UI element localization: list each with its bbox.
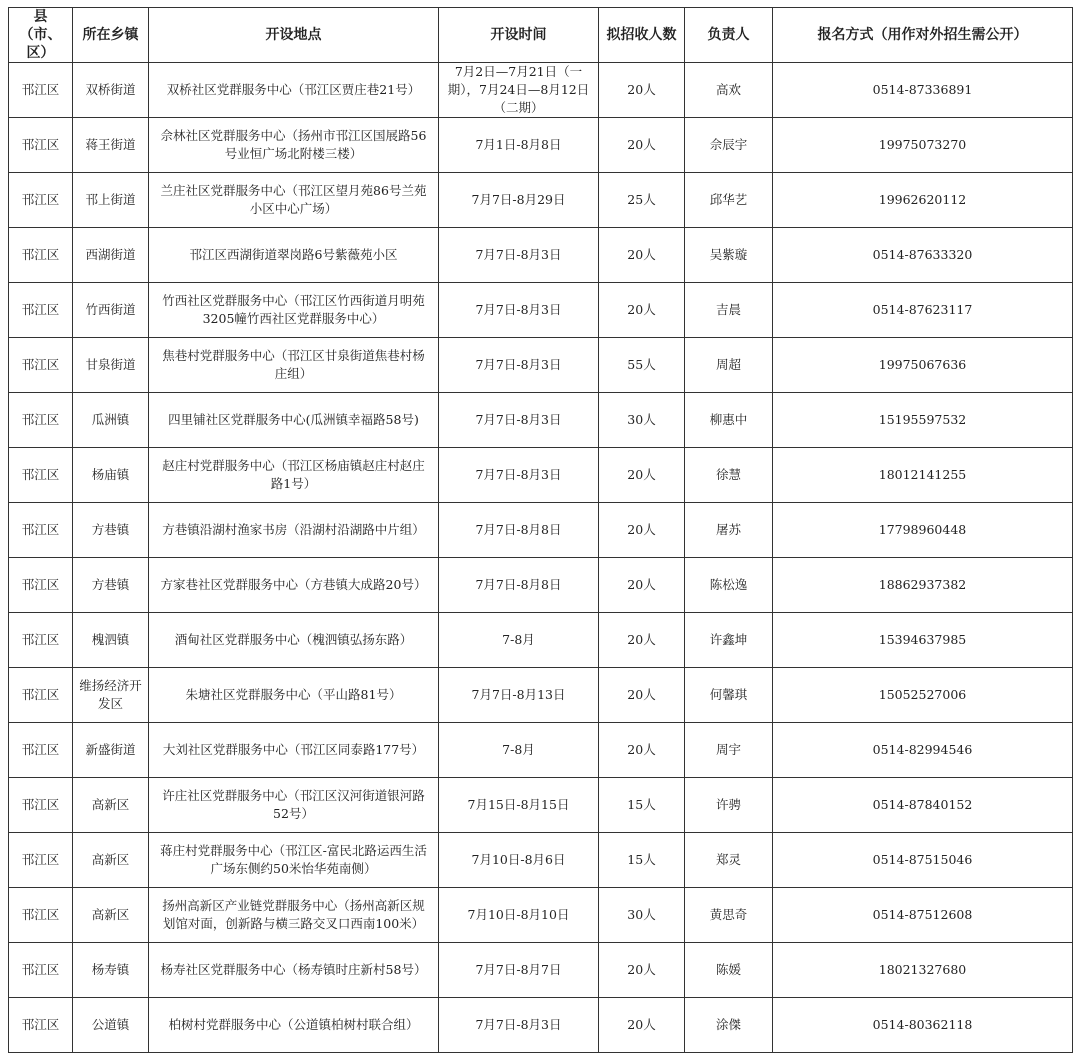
town-cell: 新盛街道	[73, 723, 149, 778]
quota-cell: 20人	[599, 668, 685, 723]
town-cell: 方巷镇	[73, 558, 149, 613]
place-cell: 蒋庄村党群服务中心（邗江区-富民北路运西生活广场东侧约50米怡华苑南侧）	[149, 833, 439, 888]
town-cell: 甘泉街道	[73, 338, 149, 393]
time-cell: 7月10日-8月10日	[439, 888, 599, 943]
table-row	[9, 118, 1073, 173]
county-cell: 邗江区	[9, 613, 73, 668]
signup-cell: 19975067636	[773, 338, 1073, 393]
quota-cell: 15人	[599, 778, 685, 833]
contact-cell: 柳惠中	[685, 393, 773, 448]
place-cell: 赵庄村党群服务中心（邗江区杨庙镇赵庄村赵庄路1号）	[149, 448, 439, 503]
quota-cell: 20人	[599, 558, 685, 613]
quota-cell: 20人	[599, 118, 685, 173]
signup-cell: 0514-87512608	[773, 888, 1073, 943]
contact-cell: 周宇	[685, 723, 773, 778]
time-cell: 7月10日-8月6日	[439, 833, 599, 888]
county-cell: 邗江区	[9, 393, 73, 448]
table-row	[9, 503, 1073, 558]
quota-cell: 20人	[599, 998, 685, 1053]
town-cell: 高新区	[73, 888, 149, 943]
time-cell: 7月7日-8月3日	[439, 338, 599, 393]
contact-cell: 周超	[685, 338, 773, 393]
county-cell: 邗江区	[9, 943, 73, 998]
quota-cell: 20人	[599, 943, 685, 998]
town-cell: 维扬经济开发区	[73, 668, 149, 723]
contact-cell: 吴紫璇	[685, 228, 773, 283]
county-cell: 邗江区	[9, 723, 73, 778]
county-cell: 邗江区	[9, 338, 73, 393]
signup-cell: 18862937382	[773, 558, 1073, 613]
header-contact: 负责人	[685, 8, 773, 63]
contact-cell: 陈松逸	[685, 558, 773, 613]
table-row	[9, 723, 1073, 778]
place-cell: 扬州高新区产业链党群服务中心（扬州高新区规划馆对面，创新路与横三路交叉口西南100米）	[149, 888, 439, 943]
table-row	[9, 448, 1073, 503]
signup-cell: 15052527006	[773, 668, 1073, 723]
town-cell: 双桥街道	[73, 63, 149, 118]
time-cell: 7月7日-8月29日	[439, 173, 599, 228]
table-row	[9, 833, 1073, 888]
place-cell: 杨寿社区党群服务中心（杨寿镇时庄新村58号）	[149, 943, 439, 998]
county-cell: 邗江区	[9, 558, 73, 613]
town-cell: 邗上街道	[73, 173, 149, 228]
county-cell: 邗江区	[9, 118, 73, 173]
signup-cell: 0514-87840152	[773, 778, 1073, 833]
town-cell: 西湖街道	[73, 228, 149, 283]
time-cell: 7月7日-8月3日	[439, 283, 599, 338]
signup-cell: 18021327680	[773, 943, 1073, 998]
place-cell: 兰庄社区党群服务中心（邗江区望月苑86号兰苑小区中心广场）	[149, 173, 439, 228]
contact-cell: 高欢	[685, 63, 773, 118]
town-cell: 高新区	[73, 778, 149, 833]
time-cell: 7月7日-8月8日	[439, 503, 599, 558]
signup-cell: 17798960448	[773, 503, 1073, 558]
place-cell: 方家巷社区党群服务中心（方巷镇大成路20号）	[149, 558, 439, 613]
quota-cell: 20人	[599, 723, 685, 778]
county-cell: 邗江区	[9, 448, 73, 503]
table-row	[9, 998, 1073, 1053]
signup-cell: 0514-82994546	[773, 723, 1073, 778]
quota-cell: 20人	[599, 63, 685, 118]
town-cell: 方巷镇	[73, 503, 149, 558]
quota-cell: 20人	[599, 503, 685, 558]
header-time: 开设时间	[439, 8, 599, 63]
time-cell: 7月7日-8月3日	[439, 393, 599, 448]
quota-cell: 30人	[599, 888, 685, 943]
county-cell: 邗江区	[9, 228, 73, 283]
table-row	[9, 338, 1073, 393]
town-cell: 槐泗镇	[73, 613, 149, 668]
table-row	[9, 173, 1073, 228]
time-cell: 7月7日-8月3日	[439, 448, 599, 503]
signup-cell: 19962620112	[773, 173, 1073, 228]
table-row	[9, 63, 1073, 118]
town-cell: 高新区	[73, 833, 149, 888]
table-row	[9, 668, 1073, 723]
place-cell: 双桥社区党群服务中心（邗江区贾庄巷21号）	[149, 63, 439, 118]
county-cell: 邗江区	[9, 283, 73, 338]
signup-cell: 0514-80362118	[773, 998, 1073, 1053]
contact-cell: 屠苏	[685, 503, 773, 558]
county-cell: 邗江区	[9, 63, 73, 118]
contact-cell: 吉晨	[685, 283, 773, 338]
quota-cell: 55人	[599, 338, 685, 393]
time-cell: 7月7日-8月8日	[439, 558, 599, 613]
table-row	[9, 888, 1073, 943]
town-cell: 公道镇	[73, 998, 149, 1053]
quota-cell: 20人	[599, 448, 685, 503]
header-row	[9, 8, 1073, 63]
time-cell: 7-8月	[439, 723, 599, 778]
contact-cell: 许鑫坤	[685, 613, 773, 668]
table-row	[9, 613, 1073, 668]
contact-cell: 佘辰宇	[685, 118, 773, 173]
quota-cell: 15人	[599, 833, 685, 888]
place-cell: 酒甸社区党群服务中心（槐泗镇弘扬东路）	[149, 613, 439, 668]
signup-cell: 0514-87515046	[773, 833, 1073, 888]
time-cell: 7月7日-8月7日	[439, 943, 599, 998]
county-cell: 邗江区	[9, 503, 73, 558]
town-cell: 瓜洲镇	[73, 393, 149, 448]
signup-cell: 18012141255	[773, 448, 1073, 503]
table-row	[9, 778, 1073, 833]
contact-cell: 黄思奇	[685, 888, 773, 943]
time-cell: 7-8月	[439, 613, 599, 668]
place-cell: 竹西社区党群服务中心（邗江区竹西街道月明苑3205幢竹西社区党群服务中心）	[149, 283, 439, 338]
place-cell: 四里铺社区党群服务中心(瓜洲镇幸福路58号)	[149, 393, 439, 448]
place-cell: 大刘社区党群服务中心（邗江区同泰路177号）	[149, 723, 439, 778]
county-cell: 邗江区	[9, 668, 73, 723]
table-row	[9, 393, 1073, 448]
enrollment-table	[8, 7, 1073, 1053]
contact-cell: 涂傑	[685, 998, 773, 1053]
county-cell: 邗江区	[9, 833, 73, 888]
contact-cell: 邱华艺	[685, 173, 773, 228]
time-cell: 7月1日-8月8日	[439, 118, 599, 173]
signup-cell: 0514-87623117	[773, 283, 1073, 338]
place-cell: 柏树村党群服务中心（公道镇柏树村联合组）	[149, 998, 439, 1053]
quota-cell: 20人	[599, 228, 685, 283]
county-cell: 邗江区	[9, 888, 73, 943]
table-row	[9, 943, 1073, 998]
header-signup: 报名方式（用作对外招生需公开）	[773, 8, 1073, 63]
contact-cell: 陈媛	[685, 943, 773, 998]
place-cell: 方巷镇沿湖村渔家书房（沿湖村沿湖路中片组）	[149, 503, 439, 558]
quota-cell: 25人	[599, 173, 685, 228]
contact-cell: 徐慧	[685, 448, 773, 503]
time-cell: 7月7日-8月3日	[439, 998, 599, 1053]
signup-cell: 15394637985	[773, 613, 1073, 668]
quota-cell: 30人	[599, 393, 685, 448]
county-cell: 邗江区	[9, 998, 73, 1053]
header-quota: 拟招收人数	[599, 8, 685, 63]
place-cell: 许庄社区党群服务中心（邗江区汉河街道银河路52号）	[149, 778, 439, 833]
place-cell: 朱塘社区党群服务中心（平山路81号）	[149, 668, 439, 723]
table-row	[9, 558, 1073, 613]
contact-cell: 郑灵	[685, 833, 773, 888]
signup-cell: 19975073270	[773, 118, 1073, 173]
quota-cell: 20人	[599, 283, 685, 338]
table-body	[9, 63, 1073, 1053]
table-row	[9, 283, 1073, 338]
county-cell: 邗江区	[9, 778, 73, 833]
town-cell: 杨寿镇	[73, 943, 149, 998]
time-cell: 7月7日-8月13日	[439, 668, 599, 723]
town-cell: 蒋王街道	[73, 118, 149, 173]
signup-cell: 15195597532	[773, 393, 1073, 448]
town-cell: 竹西街道	[73, 283, 149, 338]
town-cell: 杨庙镇	[73, 448, 149, 503]
contact-cell: 许骋	[685, 778, 773, 833]
quota-cell: 20人	[599, 613, 685, 668]
header-county: 县（市、区）	[9, 8, 73, 63]
time-cell: 7月2日—7月21日（一期），7月24日—8月12日（二期）	[439, 63, 599, 118]
place-cell: 邗江区西湖街道翠岗路6号紫薇苑小区	[149, 228, 439, 283]
time-cell: 7月7日-8月3日	[439, 228, 599, 283]
county-cell: 邗江区	[9, 173, 73, 228]
signup-cell: 0514-87633320	[773, 228, 1073, 283]
place-cell: 焦巷村党群服务中心（邗江区甘泉街道焦巷村杨庄组）	[149, 338, 439, 393]
header-place: 开设地点	[149, 8, 439, 63]
header-town: 所在乡镇	[73, 8, 149, 63]
contact-cell: 何馨琪	[685, 668, 773, 723]
place-cell: 佘林社区党群服务中心（扬州市邗江区国展路56号业恒广场北附楼三楼）	[149, 118, 439, 173]
table-row	[9, 228, 1073, 283]
signup-cell: 0514-87336891	[773, 63, 1073, 118]
time-cell: 7月15日-8月15日	[439, 778, 599, 833]
